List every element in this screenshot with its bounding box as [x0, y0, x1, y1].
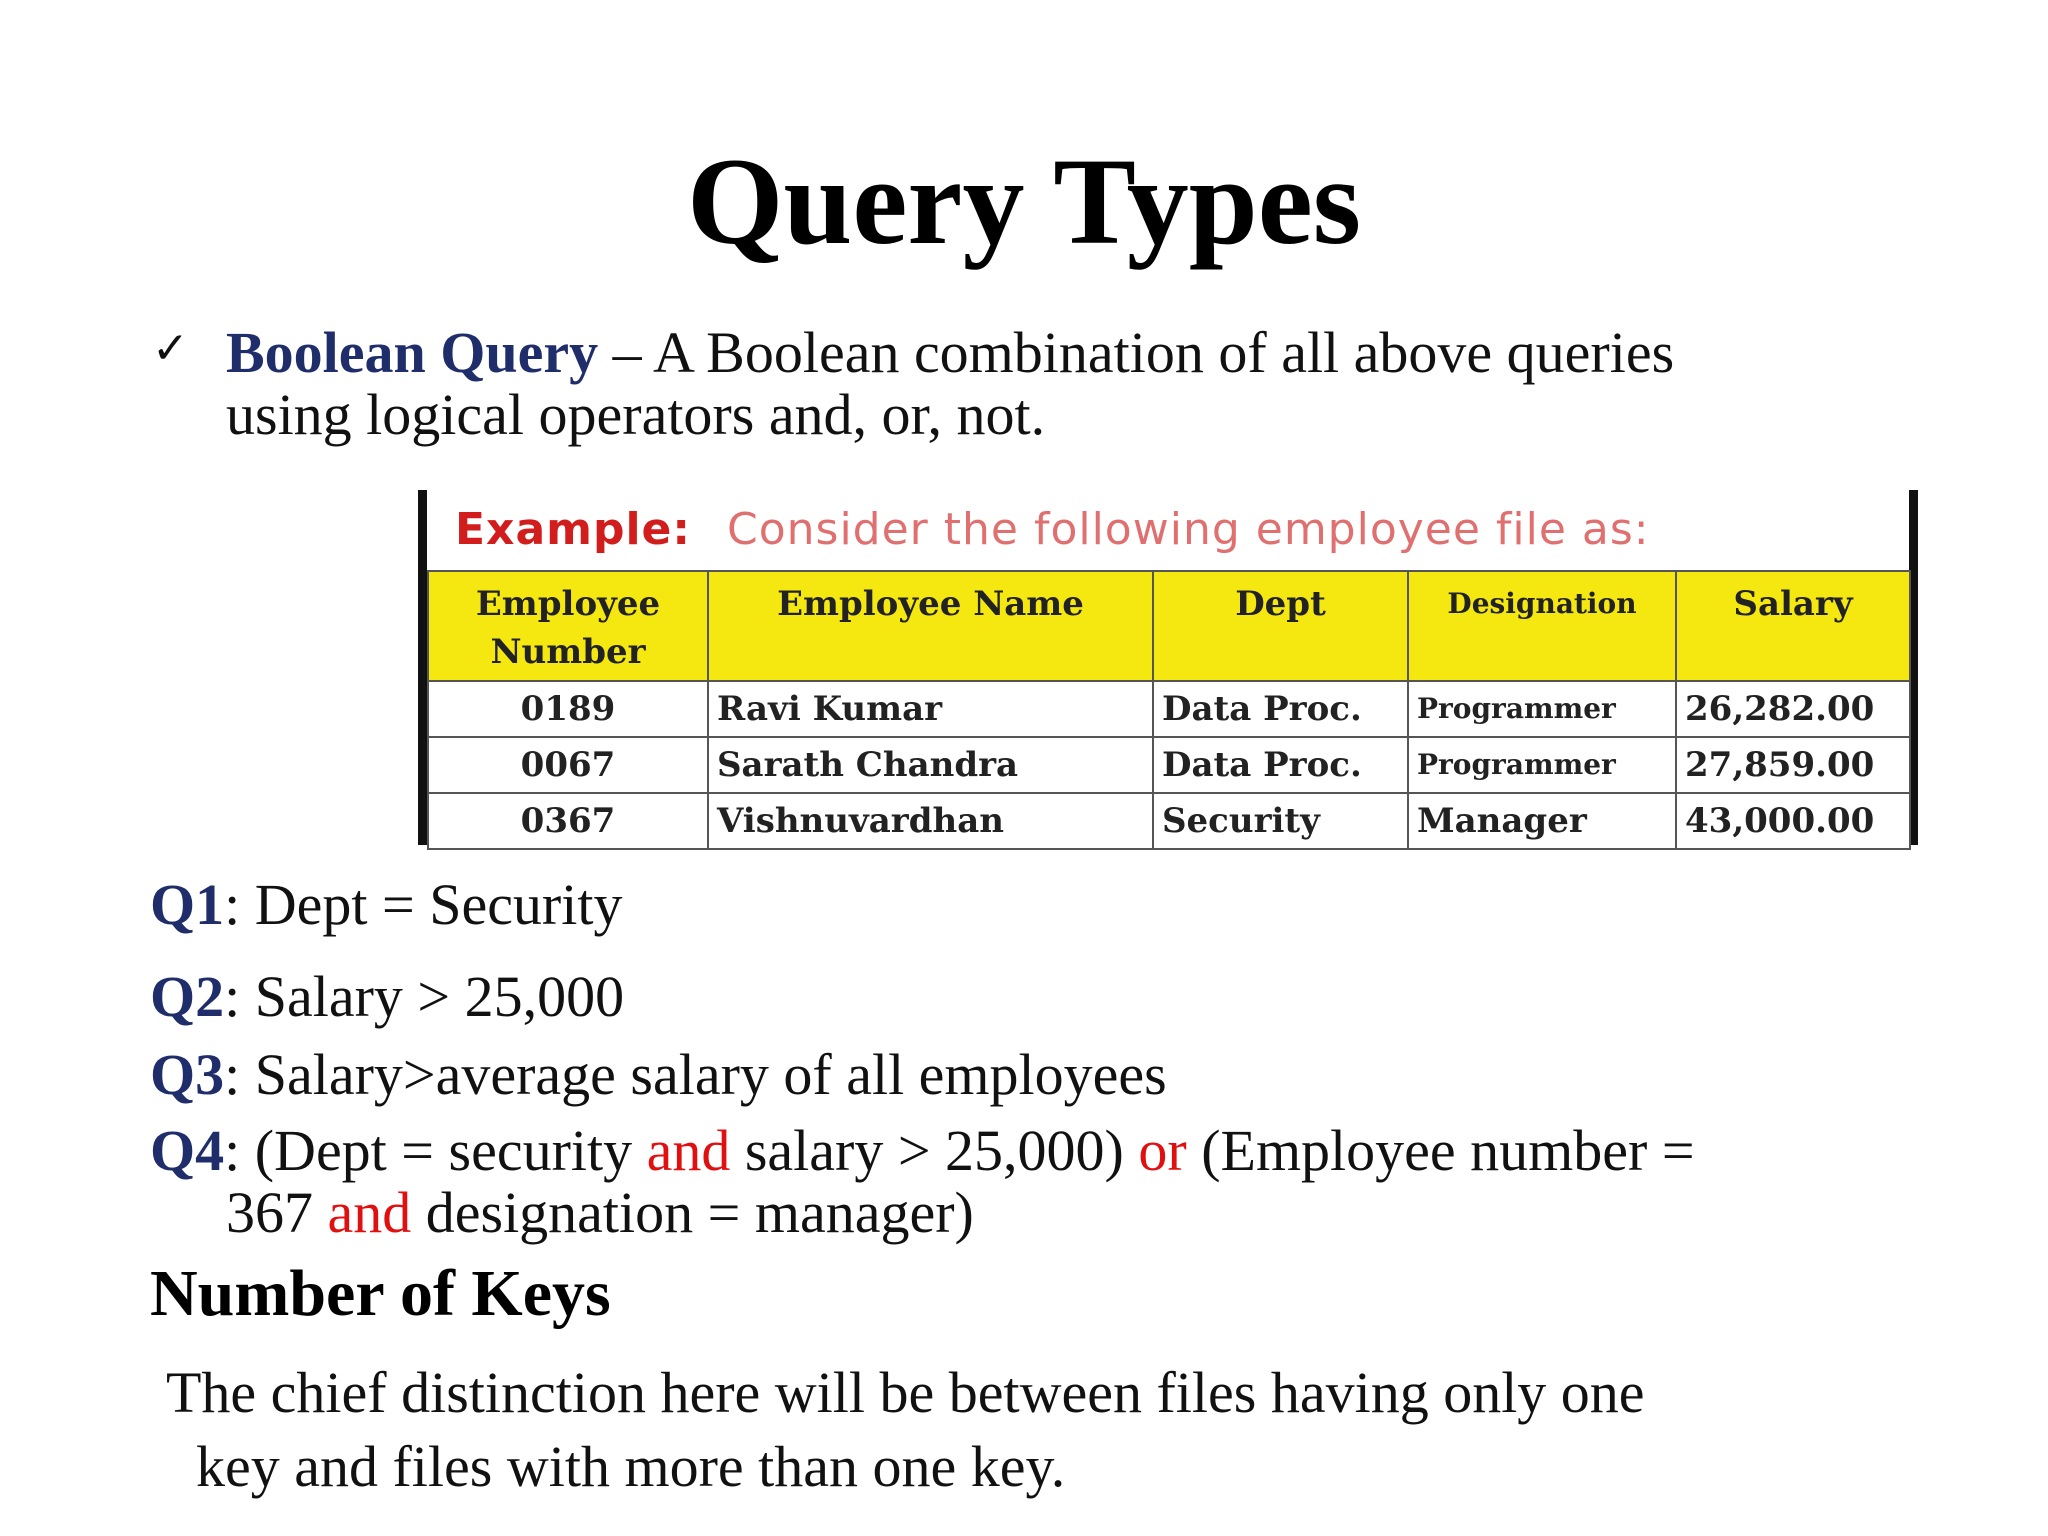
example-table-image: [418, 490, 1918, 845]
q2-label: Q2: [150, 964, 225, 1029]
q4-and-1: and: [646, 1118, 731, 1183]
table-row: [428, 737, 1910, 793]
q4-line2: [226, 1182, 1950, 1244]
cell-employee-name: Vishnuvardhan: [708, 793, 1153, 849]
employee-table: [427, 570, 1911, 850]
example-caption: [427, 490, 1909, 570]
q3-text: : Salary>average salary of all employees: [224, 1042, 1167, 1107]
cell-dept: Data Proc.: [1153, 737, 1408, 793]
header-dept: Dept: [1153, 571, 1408, 681]
cell-employee-name: Sarath Chandra: [708, 737, 1153, 793]
bullet-line1: – A Boolean combination of all above queries: [598, 320, 1675, 385]
query-q2: [150, 966, 624, 1028]
cell-employee-number: 0367: [428, 793, 708, 849]
query-q3: [150, 1044, 1167, 1106]
example-text: Consider the following employee file as:: [727, 504, 1650, 555]
slide-title: Query Types: [686, 133, 1361, 270]
q2-text: : Salary > 25,000: [224, 964, 625, 1029]
section-paragraph: [166, 1356, 1866, 1504]
q4-or: or: [1138, 1118, 1187, 1183]
paragraph-line2: key and files with more than one key.: [196, 1434, 1066, 1499]
header-salary: Salary: [1676, 571, 1910, 681]
cell-designation: Programmer: [1408, 681, 1676, 737]
query-q4: [150, 1120, 1950, 1244]
q4-part1: : (Dept = security: [224, 1118, 647, 1183]
example-label: Example:: [455, 504, 691, 555]
query-q1: [150, 874, 622, 936]
cell-dept: Security: [1153, 793, 1408, 849]
cell-designation: Programmer: [1408, 737, 1676, 793]
cell-salary: 26,282.00: [1676, 681, 1910, 737]
cell-employee-name: Ravi Kumar: [708, 681, 1153, 737]
cell-employee-number: 0189: [428, 681, 708, 737]
boolean-query-bullet: [152, 322, 1852, 446]
q4-part5: designation = manager): [411, 1180, 974, 1245]
table-row: [428, 793, 1910, 849]
table-header-row: [428, 571, 1910, 681]
bullet-term: Boolean Query: [226, 320, 599, 385]
checkmark-icon: ✓: [152, 323, 189, 374]
bullet-line2: using logical operators and, or, not.: [226, 382, 1046, 447]
q3-label: Q3: [150, 1042, 225, 1107]
table-row: [428, 681, 1910, 737]
paragraph-line1: The chief distinction here will be between files having only one: [166, 1360, 1645, 1425]
header-designation: Designation: [1408, 571, 1676, 681]
q1-text: : Dept = Security: [224, 872, 623, 937]
cell-employee-number: 0067: [428, 737, 708, 793]
section-heading: Number of Keys: [150, 1257, 611, 1330]
cell-designation: Manager: [1408, 793, 1676, 849]
cell-salary: 27,859.00: [1676, 737, 1910, 793]
q4-part3: (Employee number =: [1186, 1118, 1695, 1183]
header-employee-name: Employee Name: [708, 571, 1153, 681]
q4-label: Q4: [150, 1118, 225, 1183]
header-employee-number: Employee Number: [428, 571, 708, 681]
q4-part2: salary > 25,000): [730, 1118, 1139, 1183]
cell-salary: 43,000.00: [1676, 793, 1910, 849]
q1-label: Q1: [150, 872, 225, 937]
q4-part4: 367: [226, 1180, 328, 1245]
q4-and-2: and: [327, 1180, 412, 1245]
cell-dept: Data Proc.: [1153, 681, 1408, 737]
